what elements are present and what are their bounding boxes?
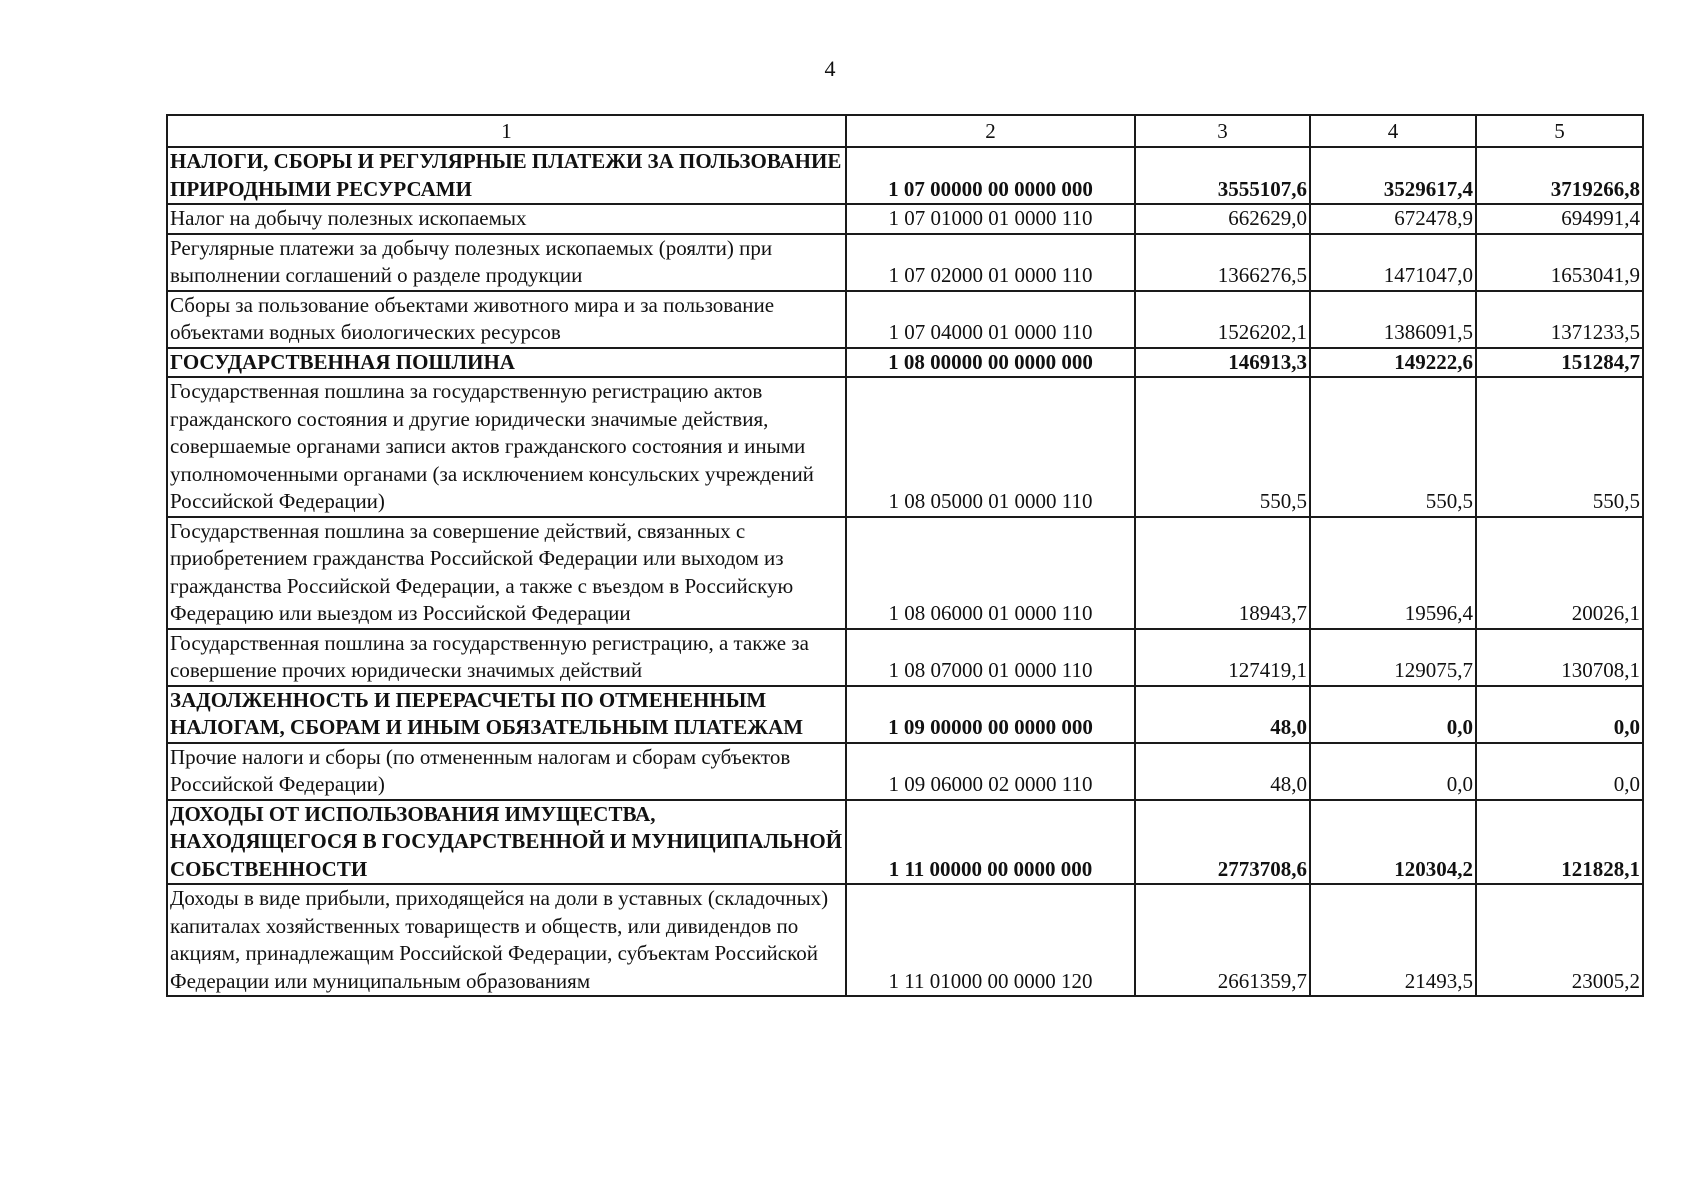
table-row bbox=[167, 234, 1643, 291]
value-col3-cell: 2773708,6 bbox=[1135, 800, 1310, 885]
header-cell-3: 3 bbox=[1135, 115, 1310, 147]
budget-code-cell: 1 07 02000 01 0000 110 bbox=[846, 234, 1135, 291]
page-number: 4 bbox=[824, 56, 836, 81]
value-col5-cell: 0,0 bbox=[1476, 743, 1643, 800]
revenue-name-cell: Прочие налоги и сборы (по отмененным налогам и сборам субъектов Российской Федерации) bbox=[167, 743, 846, 800]
revenue-name-cell: Государственная пошлина за совершение действий, связанных с приобретением гражданства Российской Федерации или выходом из гражданства Российской Федерации, а также с въездом в Российскую Федерацию или выездом из Российской Федерации bbox=[167, 517, 846, 629]
value-col3-cell: 1526202,1 bbox=[1135, 291, 1310, 348]
value-col4-cell: 19596,4 bbox=[1310, 517, 1476, 629]
table-row bbox=[167, 800, 1643, 885]
value-col5-cell: 20026,1 bbox=[1476, 517, 1643, 629]
table-row bbox=[167, 348, 1643, 378]
value-col4-cell: 149222,6 bbox=[1310, 348, 1476, 378]
value-col4-cell: 550,5 bbox=[1310, 377, 1476, 517]
value-col5-cell: 151284,7 bbox=[1476, 348, 1643, 378]
revenue-name-cell: НАЛОГИ, СБОРЫ И РЕГУЛЯРНЫЕ ПЛАТЕЖИ ЗА ПОЛЬЗОВАНИЕ ПРИРОДНЫМИ РЕСУРСАМИ bbox=[167, 147, 846, 204]
header-cell-4: 4 bbox=[1310, 115, 1476, 147]
value-col4-cell: 0,0 bbox=[1310, 686, 1476, 743]
value-col5-cell: 550,5 bbox=[1476, 377, 1643, 517]
value-col3-cell: 3555107,6 bbox=[1135, 147, 1310, 204]
revenue-name-cell: ДОХОДЫ ОТ ИСПОЛЬЗОВАНИЯ ИМУЩЕСТВА, НАХОДЯЩЕГОСЯ В ГОСУДАРСТВЕННОЙ И МУНИЦИПАЛЬНОЙ СОБСТВЕННОСТИ bbox=[167, 800, 846, 885]
value-col3-cell: 48,0 bbox=[1135, 743, 1310, 800]
table-row bbox=[167, 204, 1643, 234]
value-col5-cell: 130708,1 bbox=[1476, 629, 1643, 686]
budget-code-cell: 1 07 00000 00 0000 000 bbox=[846, 147, 1135, 204]
value-col5-cell: 3719266,8 bbox=[1476, 147, 1643, 204]
value-col3-cell: 1366276,5 bbox=[1135, 234, 1310, 291]
budget-code-cell: 1 11 01000 00 0000 120 bbox=[846, 884, 1135, 996]
table-row bbox=[167, 517, 1643, 629]
table-body bbox=[167, 147, 1643, 996]
revenue-name-cell: Регулярные платежи за добычу полезных ископаемых (роялти) при выполнении соглашений о разделе продукции bbox=[167, 234, 846, 291]
value-col3-cell: 146913,3 bbox=[1135, 348, 1310, 378]
value-col4-cell: 129075,7 bbox=[1310, 629, 1476, 686]
value-col4-cell: 1386091,5 bbox=[1310, 291, 1476, 348]
table-row bbox=[167, 743, 1643, 800]
value-col4-cell: 3529617,4 bbox=[1310, 147, 1476, 204]
table-row bbox=[167, 377, 1643, 517]
budget-code-cell: 1 08 05000 01 0000 110 bbox=[846, 377, 1135, 517]
value-col3-cell: 550,5 bbox=[1135, 377, 1310, 517]
value-col5-cell: 1371233,5 bbox=[1476, 291, 1643, 348]
budget-revenue-table bbox=[166, 114, 1644, 997]
budget-code-cell: 1 11 00000 00 0000 000 bbox=[846, 800, 1135, 885]
value-col4-cell: 0,0 bbox=[1310, 743, 1476, 800]
value-col4-cell: 21493,5 bbox=[1310, 884, 1476, 996]
table-header-row bbox=[167, 115, 1643, 147]
value-col3-cell: 662629,0 bbox=[1135, 204, 1310, 234]
revenue-name-cell: Государственная пошлина за государственную регистрацию, а также за совершение прочих юридически значимых действий bbox=[167, 629, 846, 686]
table-row bbox=[167, 686, 1643, 743]
revenue-name-cell: Сборы за пользование объектами животного мира и за пользование объектами водных биологических ресурсов bbox=[167, 291, 846, 348]
value-col4-cell: 120304,2 bbox=[1310, 800, 1476, 885]
value-col4-cell: 1471047,0 bbox=[1310, 234, 1476, 291]
budget-code-cell: 1 09 06000 02 0000 110 bbox=[846, 743, 1135, 800]
table-row bbox=[167, 147, 1643, 204]
revenue-name-cell: Доходы в виде прибыли, приходящейся на доли в уставных (складочных) капиталах хозяйственных товариществ и обществ, или дивидендов по акциям, принадлежащим Российской Федерации, субъектам Российской Федерации или муниципальным образованиям bbox=[167, 884, 846, 996]
revenue-name-cell: ГОСУДАРСТВЕННАЯ ПОШЛИНА bbox=[167, 348, 846, 378]
value-col5-cell: 121828,1 bbox=[1476, 800, 1643, 885]
budget-code-cell: 1 08 07000 01 0000 110 bbox=[846, 629, 1135, 686]
budget-code-cell: 1 08 00000 00 0000 000 bbox=[846, 348, 1135, 378]
budget-code-cell: 1 07 04000 01 0000 110 bbox=[846, 291, 1135, 348]
budget-code-cell: 1 08 06000 01 0000 110 bbox=[846, 517, 1135, 629]
value-col5-cell: 23005,2 bbox=[1476, 884, 1643, 996]
value-col3-cell: 48,0 bbox=[1135, 686, 1310, 743]
header-cell-1: 1 bbox=[167, 115, 846, 147]
value-col3-cell: 127419,1 bbox=[1135, 629, 1310, 686]
value-col4-cell: 672478,9 bbox=[1310, 204, 1476, 234]
table-row bbox=[167, 629, 1643, 686]
revenue-name-cell: ЗАДОЛЖЕННОСТЬ И ПЕРЕРАСЧЕТЫ ПО ОТМЕНЕННЫМ НАЛОГАМ, СБОРАМ И ИНЫМ ОБЯЗАТЕЛЬНЫМ ПЛАТЕЖАМ bbox=[167, 686, 846, 743]
budget-code-cell: 1 09 00000 00 0000 000 bbox=[846, 686, 1135, 743]
value-col5-cell: 0,0 bbox=[1476, 686, 1643, 743]
value-col5-cell: 694991,4 bbox=[1476, 204, 1643, 234]
value-col3-cell: 18943,7 bbox=[1135, 517, 1310, 629]
revenue-name-cell: Налог на добычу полезных ископаемых bbox=[167, 204, 846, 234]
value-col5-cell: 1653041,9 bbox=[1476, 234, 1643, 291]
table-row bbox=[167, 884, 1643, 996]
header-cell-2: 2 bbox=[846, 115, 1135, 147]
header-cell-5: 5 bbox=[1476, 115, 1643, 147]
table-row bbox=[167, 291, 1643, 348]
budget-code-cell: 1 07 01000 01 0000 110 bbox=[846, 204, 1135, 234]
value-col3-cell: 2661359,7 bbox=[1135, 884, 1310, 996]
revenue-name-cell: Государственная пошлина за государственную регистрацию актов гражданского состояния и другие юридически значимые действия, совершаемые органами записи актов гражданского состояния и иными уполномоченными органами (за исключением консульских учреждений Российской Федерации) bbox=[167, 377, 846, 517]
